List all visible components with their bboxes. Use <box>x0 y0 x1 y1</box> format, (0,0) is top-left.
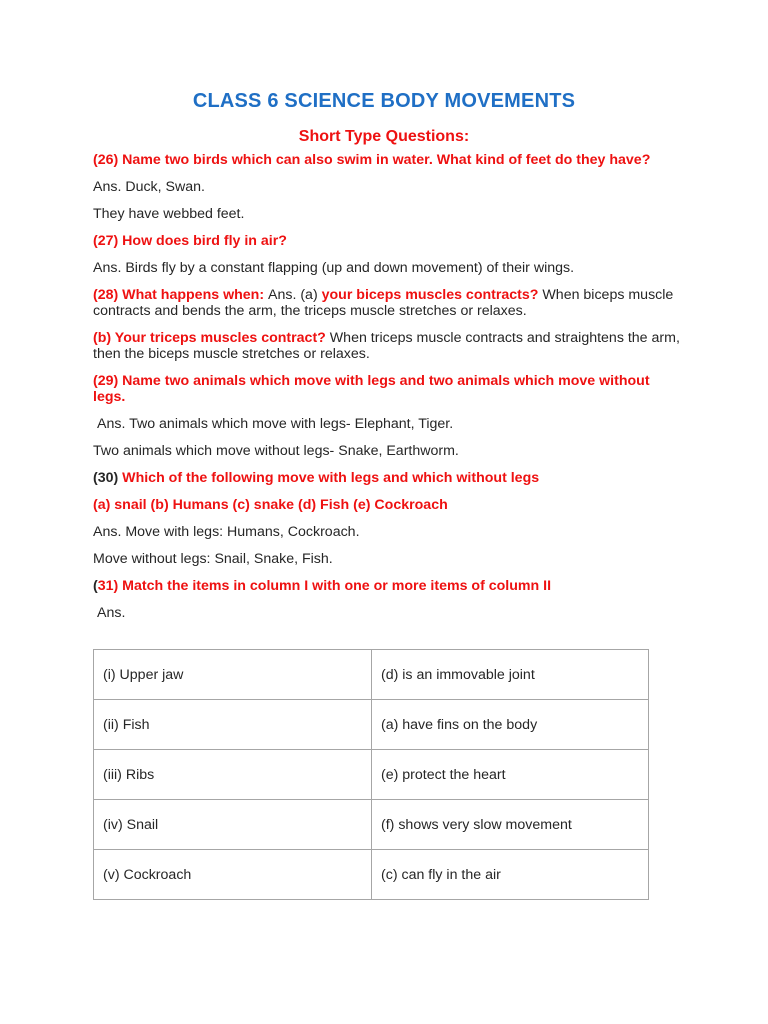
answer-31-label: Ans. <box>97 605 126 621</box>
question-27 <box>93 233 683 249</box>
section-subtitle: Short Type Questions: <box>298 128 470 145</box>
question-list <box>93 152 683 632</box>
question-26-text: (26) Name two birds which can also swim in water. What kind of feet do they have? <box>93 152 651 168</box>
table-cell-column-2: (d) is an immovable joint <box>372 650 649 700</box>
question-31 <box>93 578 683 594</box>
question-31-text: 31) Match the items in column I with one or more items of column II <box>97 578 552 594</box>
answer-27: Ans. Birds fly by a constant flapping (up and down movement) of their wings. <box>93 260 575 276</box>
page-title: CLASS 6 SCIENCE BODY MOVEMENTS <box>192 90 576 112</box>
question-30-options-text: (a) snail (b) Humans (c) snake (d) Fish (e) Cockroach <box>93 497 448 513</box>
table-cell-column-2: (c) can fly in the air <box>372 850 649 900</box>
question-30 <box>93 470 683 486</box>
question-28-part-a-text: your biceps muscles contracts? <box>321 287 539 303</box>
question-28-part-b <box>93 330 683 362</box>
question-29-text: (29) Name two animals which move with legs and two animals which move without legs. <box>93 373 650 405</box>
table-cell-column-1: (ii) Fish <box>94 700 372 750</box>
answer-26-line-1: Ans. Duck, Swan. <box>93 179 205 195</box>
table-cell-column-1: (v) Cockroach <box>94 850 372 900</box>
question-30-number: (30) <box>93 470 119 486</box>
table-row <box>94 850 649 900</box>
question-30-text: Which of the following move with legs and which without legs <box>118 470 540 486</box>
match-table <box>93 649 649 900</box>
answer-28-part-b: When triceps muscle contracts and straightens the arm, then the biceps muscle stretches or relaxes. <box>93 330 680 362</box>
table-cell-column-2: (a) have fins on the body <box>372 700 649 750</box>
answer-30-line-2: Move without legs: Snail, Snake, Fish. <box>93 551 333 567</box>
question-26 <box>93 152 683 168</box>
answer-26-line-2: They have webbed feet. <box>93 206 245 222</box>
question-27-text: (27) How does bird fly in air? <box>93 233 287 249</box>
question-28-part-a <box>93 287 683 319</box>
question-31-paren: ( <box>93 578 98 594</box>
table-row <box>94 750 649 800</box>
table-row <box>94 700 649 750</box>
answer-28-part-a: When biceps muscle contracts and bends the arm, the triceps muscle stretches or relaxes. <box>93 287 674 319</box>
answer-30-line-1: Ans. Move with legs: Humans, Cockroach. <box>93 524 360 540</box>
table-cell-column-1: (i) Upper jaw <box>94 650 372 700</box>
question-28-part-b-text: (b) Your triceps muscles contract? <box>93 330 326 346</box>
answer-29-line-1: Ans. Two animals which move with legs- Elephant, Tiger. <box>97 416 454 432</box>
question-28-text: (28) What happens when: <box>93 287 268 303</box>
table-cell-column-2: (e) protect the heart <box>372 750 649 800</box>
table-row <box>94 650 649 700</box>
table-cell-column-1: (iv) Snail <box>94 800 372 850</box>
table-cell-column-2: (f) shows very slow movement <box>372 800 649 850</box>
table-row <box>94 800 649 850</box>
question-29 <box>93 373 683 405</box>
answer-29-line-2: Two animals which move without legs- Snake, Earthworm. <box>93 443 459 459</box>
table-cell-column-1: (iii) Ribs <box>94 750 372 800</box>
answer-28-prefix: Ans. (a) <box>268 287 322 303</box>
question-30-options <box>93 497 683 513</box>
